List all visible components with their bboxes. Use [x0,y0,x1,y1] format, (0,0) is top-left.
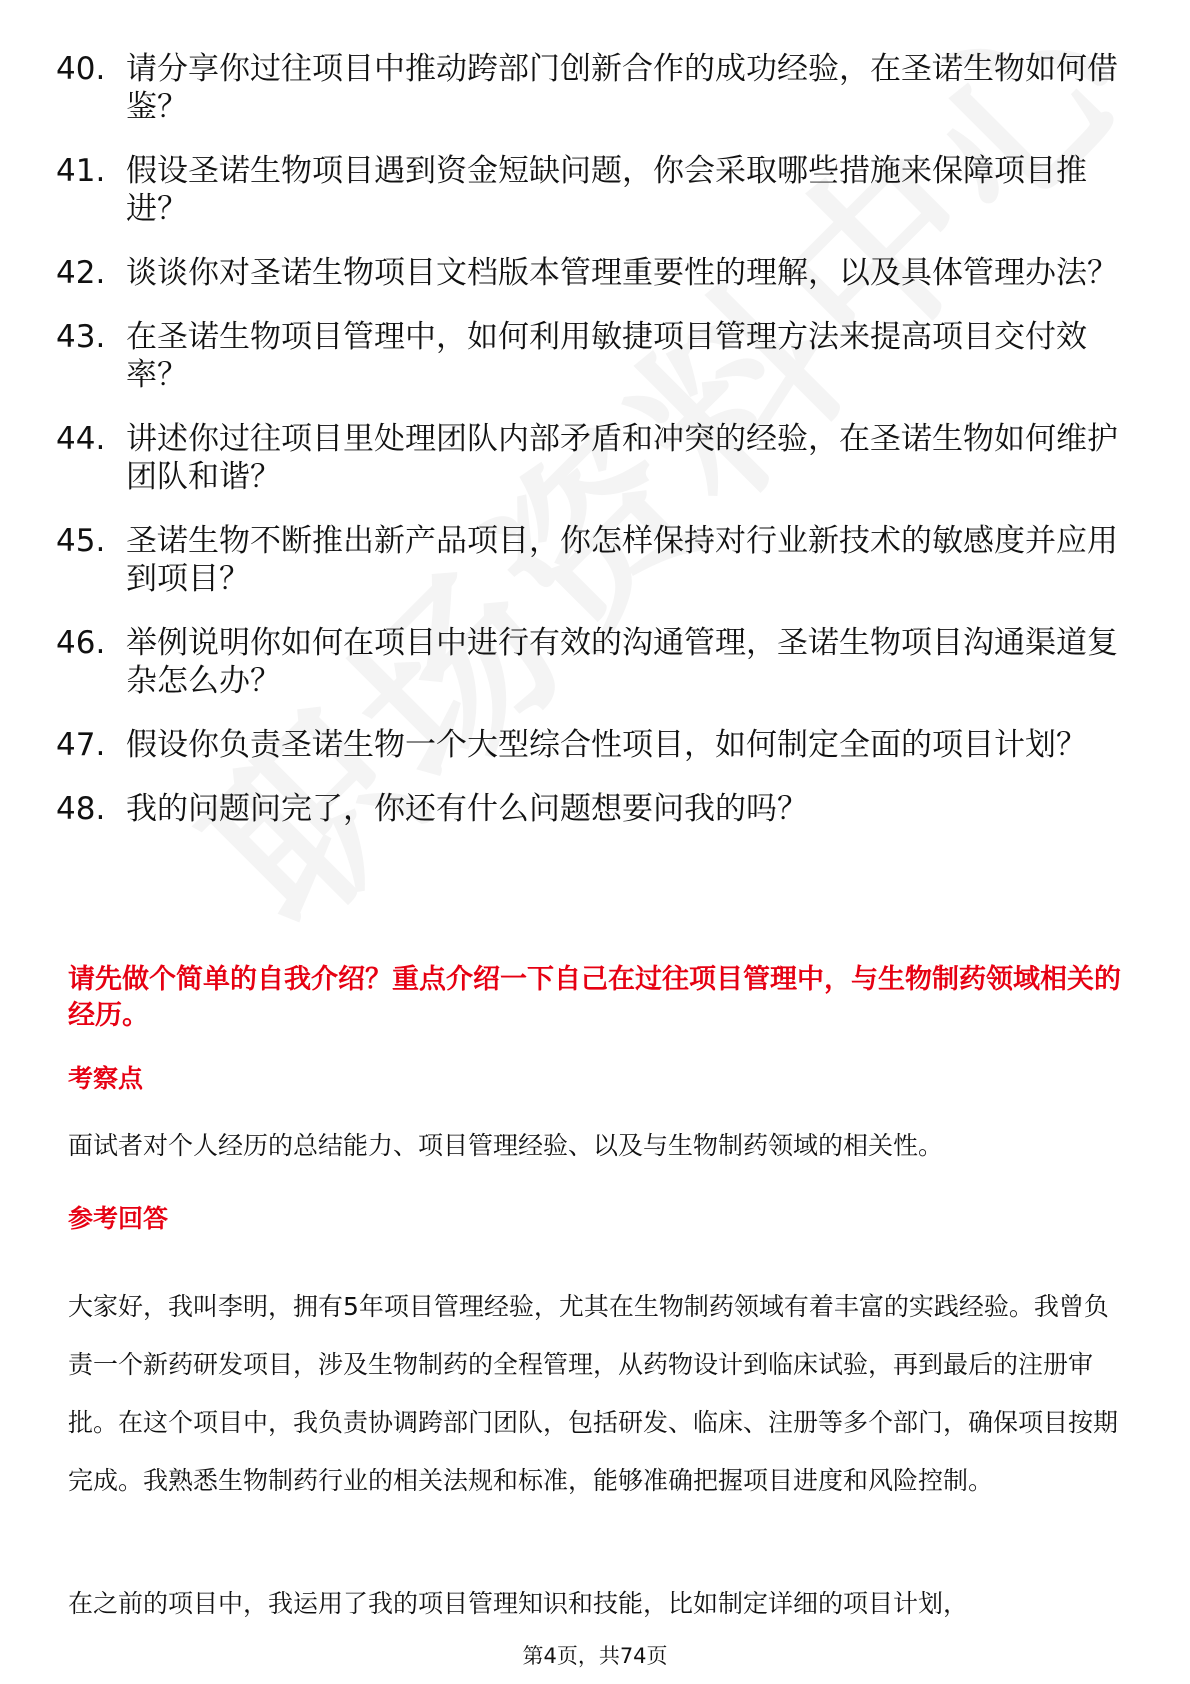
question-number: 40. [56,51,106,87]
answer-paragraph-2: 在之前的项目中，我运用了我的项目管理知识和技能，比如制定详细的项目计划， [68,1589,969,1618]
question-item [56,624,1136,700]
question-number: 43. [56,319,106,355]
question-text: 举例说明你如何在项目中进行有效的沟通管理，圣诺生物项目沟通渠道复杂怎么办？ [126,625,1118,699]
question-list [56,50,1136,854]
question-text: 讲述你过往项目里处理团队内部矛盾和冲突的经验，在圣诺生物如何维护团队和谐？ [126,421,1118,495]
question-item [56,790,1136,828]
question-number: 42. [56,255,106,291]
question-number: 45. [56,523,106,559]
question-number: 44. [56,421,106,457]
question-number: 41. [56,153,106,189]
question-text: 在圣诺生物项目管理中，如何利用敏捷项目管理方法来提高项目交付效率？ [126,319,1087,393]
assessment-label: 考察点 [68,1064,144,1093]
question-item [56,420,1136,496]
section-heading: 请先做个简单的自我介绍？重点介绍一下自己在过往项目管理中，与生物制药领域相关的经历。 [68,964,1121,1031]
question-item [56,318,1136,394]
question-item [56,152,1136,228]
question-text: 谈谈你对圣诺生物项目文档版本管理重要性的理解，以及具体管理办法？ [126,255,1118,291]
question-item [56,50,1136,126]
question-item [56,522,1136,598]
question-number: 48. [56,791,106,827]
question-item [56,726,1136,764]
question-item [56,254,1136,292]
answer-paragraph-1: 大家好，我叫李明，拥有5年项目管理经验，尤其在生物制药领域有着丰富的实践经验。我曾负责一个新药研发项目，涉及生物制药的全程管理，从药物设计到临床试验，再到最后的注册审批。在这个项目中，我负责协调跨部门团队，包括研发、临床、注册等多个部门，确保项目按期完成。我熟悉生物制药行业的相关法规和标准，能够准确把握项目进度和风险控制。 [68,1292,1119,1495]
question-number: 46. [56,625,106,661]
question-text: 假设你负责圣诺生物一个大型综合性项目，如何制定全面的项目计划？ [126,727,1087,763]
question-text: 我的问题问完了，你还有什么问题想要问我的吗？ [126,791,808,827]
question-text: 圣诺生物不断推出新产品项目，你怎样保持对行业新技术的敏感度并应用到项目？ [126,523,1118,597]
reference-answer-label: 参考回答 [68,1204,169,1233]
assessment-text: 面试者对个人经历的总结能力、项目管理经验、以及与生物制药领域的相关性。 [68,1131,944,1160]
question-text: 假设圣诺生物项目遇到资金短缺问题，你会采取哪些措施来保障项目推进？ [126,153,1087,227]
page-footer: 第4页，共74页 [522,1644,668,1668]
question-number: 47. [56,727,106,763]
question-text: 请分享你过往项目中推动跨部门创新合作的成功经验，在圣诺生物如何借鉴？ [126,51,1118,125]
